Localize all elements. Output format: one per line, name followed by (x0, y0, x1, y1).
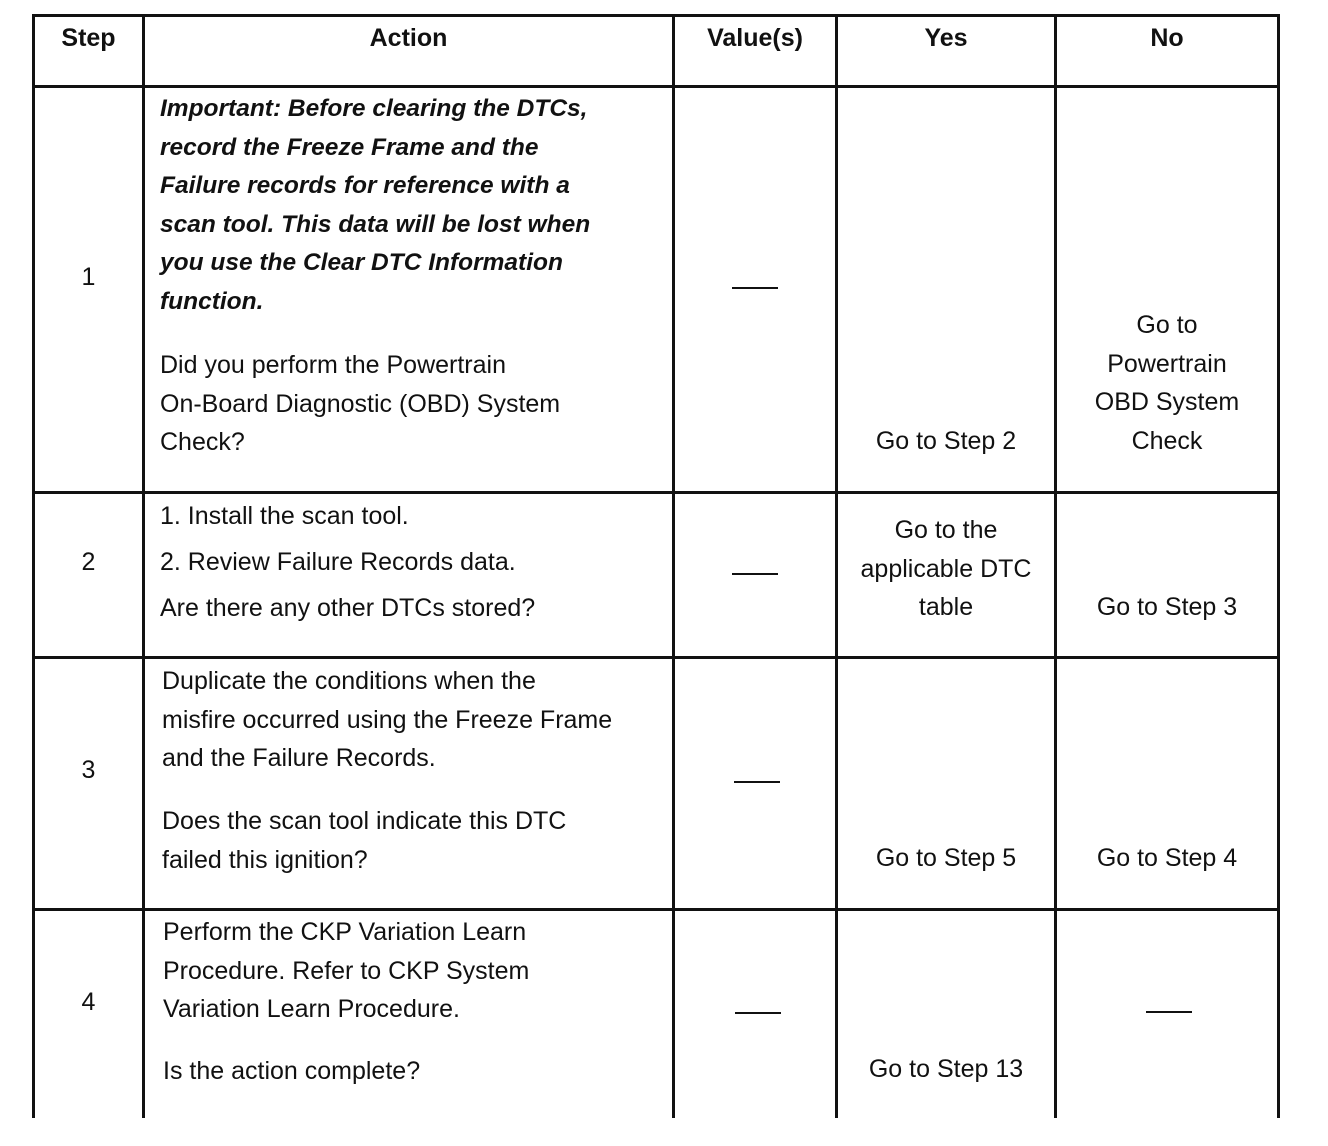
row1-question (160, 346, 560, 462)
col-rule-action (672, 14, 675, 1118)
row2-no: Go to Step 3 (1096, 593, 1238, 621)
important-line: scan tool. This data will be lost when (160, 210, 591, 238)
important-line: function. (160, 287, 264, 315)
col-rule-step (142, 14, 145, 1118)
row1-yes: Go to Step 2 (875, 427, 1017, 455)
row3-value-dash (734, 781, 780, 783)
important-line: you use the Clear DTC Information (160, 249, 563, 276)
no-line: Check (1131, 426, 1203, 455)
row3-question (162, 802, 566, 879)
header-values: Value(s) (707, 24, 803, 52)
col-rule-yes (1054, 14, 1057, 1118)
action-line: misfire occurred using the Freeze Frame (162, 705, 613, 734)
row4-question: Is the action complete? (163, 1057, 421, 1085)
no-line: OBD System (1094, 388, 1240, 416)
yes-line: table (918, 593, 974, 621)
row4-step: 4 (81, 988, 96, 1016)
header-step: Step (61, 24, 116, 52)
row1-step: 1 (81, 263, 96, 291)
row3-bottom-rule (32, 908, 1280, 911)
action-line: Perform the CKP Variation Learn (163, 918, 527, 946)
row2-yes (838, 511, 1054, 627)
important-line: Important: Before clearing the DTCs, (160, 95, 588, 122)
action-line: Variation Learn Procedure. (163, 995, 460, 1023)
row2-bottom-rule (32, 656, 1280, 659)
header-yes: Yes (924, 24, 968, 52)
row1-value-dash (732, 287, 778, 289)
action-line: Duplicate the conditions when the (162, 667, 536, 695)
yes-line: Go to the (894, 516, 998, 544)
row2-action-line: 2. Review Failure Records data. (160, 548, 516, 576)
question-line: Did you perform the Powertrain (160, 351, 506, 379)
important-line: Failure records for reference with a (160, 172, 570, 199)
row2-value-dash (732, 573, 778, 575)
row3-no: Go to Step 4 (1096, 844, 1238, 872)
row2-action-line: Are there any other DTCs stored? (160, 594, 536, 622)
header-no: No (1150, 24, 1184, 52)
important-line: record the Freeze Frame and the (160, 133, 539, 161)
row1-important-note (160, 90, 590, 321)
row3-step: 3 (81, 756, 96, 784)
header-bottom-rule (32, 85, 1280, 88)
row2-action-line: 1. Install the scan tool. (160, 502, 409, 530)
row3-action (162, 662, 612, 778)
no-line: Powertrain (1107, 349, 1227, 378)
question-line: On-Board Diagnostic (OBD) System (160, 389, 561, 418)
header-action: Action (369, 24, 448, 52)
question-line: Does the scan tool indicate this DTC (162, 807, 567, 835)
yes-line: applicable DTC (860, 554, 1032, 583)
table-right-border (1277, 14, 1280, 1118)
row4-action (163, 913, 529, 1029)
no-line: Go to (1136, 311, 1198, 339)
action-line: Procedure. Refer to CKP System (163, 956, 530, 985)
row2-step: 2 (81, 548, 96, 576)
row4-value-dash (735, 1012, 781, 1014)
row4-yes: Go to Step 13 (868, 1055, 1024, 1083)
row1-no (1057, 306, 1277, 460)
table-top-border (32, 14, 1280, 17)
row1-bottom-rule (32, 491, 1280, 494)
row3-yes: Go to Step 5 (875, 844, 1017, 872)
action-line: and the Failure Records. (162, 744, 436, 772)
diagnostic-table (32, 14, 1280, 1118)
row4-no-dash (1146, 1011, 1192, 1013)
question-line: failed this ignition? (162, 845, 368, 874)
question-line: Check? (160, 428, 245, 456)
